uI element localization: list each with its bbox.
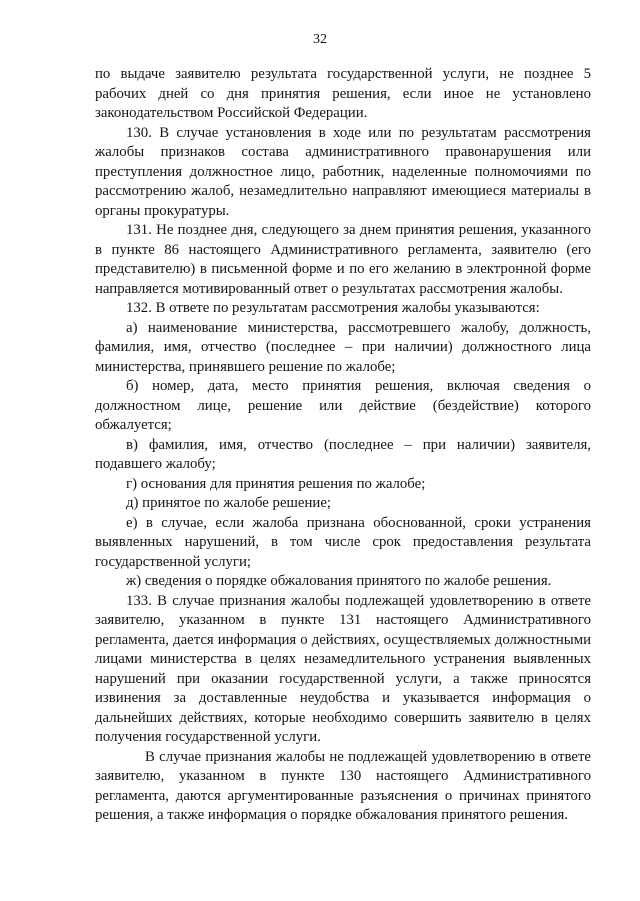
text-line: должностном лице, решение или действие (бездействие) которого <box>95 397 591 414</box>
text-line: в) фамилия, имя, отчество (последнее – при наличии) заявителя, <box>126 436 591 453</box>
text-line: рассмотрению жалоб, незамедлительно направляют имеющиеся материалы в <box>95 183 591 199</box>
document-body <box>95 65 591 826</box>
text-line: регламента, даются аргументированные разъяснения о причинах принятого <box>95 787 591 804</box>
text-line: а) наименование министерства, рассмотревшего жалобу, должность, <box>126 319 591 336</box>
text-line: направляется мотивированный ответ о результатах рассмотрения жалобы. <box>95 280 563 297</box>
list-item-a <box>95 319 591 378</box>
text-line: законодательством Российской Федерации. <box>95 105 368 121</box>
clause-132-paragraph <box>95 299 591 319</box>
text-line: обжалуется; <box>95 417 172 433</box>
text-line: решения, а также информация о порядке обжалования принятого решения. <box>95 807 569 823</box>
text-line: по выдаче заявителю результата государственной услуги, не позднее 5 <box>95 66 591 82</box>
text-line: министерства, принявшего решение по жалобе; <box>95 358 396 375</box>
text-line: 131. Не позднее дня, следующего за днем принятия решения, указанного <box>126 222 591 238</box>
text-line: В случае признания жалобы не подлежащей удовлетворению в ответе <box>145 748 591 765</box>
text-line: д) принятое по жалобе решение; <box>126 495 331 511</box>
list-item-v <box>95 436 591 475</box>
text-line: 132. В ответе по результатам рассмотрения жалобы указываются: <box>126 300 540 316</box>
text-line: получения государственной услуги. <box>95 729 321 745</box>
text-line: государственной услуги; <box>95 553 252 570</box>
rejection-paragraph <box>95 748 591 826</box>
list-item-g <box>95 475 591 495</box>
text-line: заявителю, указанном в пункте 131 настоящего Административного <box>95 612 591 628</box>
list-item-zh <box>95 572 591 592</box>
text-line: преступления должностное лицо, работник, наделенные полномочиями по <box>95 163 591 180</box>
text-line: подавшего жалобу; <box>95 456 216 472</box>
clause-131-paragraph <box>95 221 591 299</box>
text-line: б) номер, дата, место принятия решения, включая сведения о <box>126 378 591 394</box>
clause-130-paragraph <box>95 124 591 222</box>
text-line: рабочих дней со дня принятия решения, если иное не установлено <box>95 85 591 102</box>
list-item-e <box>95 514 591 573</box>
text-line: нарушений при оказании государственной услуги, а также приносятся <box>95 670 591 687</box>
page-number: 32 <box>313 32 327 47</box>
intro-paragraph <box>95 65 591 124</box>
text-line: выявленных нарушений, в том числе срок предоставления результата <box>95 534 591 550</box>
text-line: извинения за доставленные неудобства и указывается информация о <box>95 690 591 706</box>
text-line: ж) сведения о порядке обжалования принятого по жалобе решения. <box>126 573 552 589</box>
clause-133-paragraph <box>95 592 591 748</box>
text-line: в пункте 86 настоящего Административного регламента, заявителю (его <box>95 241 591 258</box>
text-line: органы прокуратуры. <box>95 202 230 219</box>
list-item-b <box>95 377 591 436</box>
list-item-d <box>95 494 591 514</box>
text-line: заявителю, указанном в пункте 130 настоящего Административного <box>95 768 591 784</box>
text-line: 133. В случае признания жалобы подлежащей удовлетворению в ответе <box>126 592 591 609</box>
text-line: е) в случае, если жалоба признана обоснованной, сроки устранения <box>126 514 591 531</box>
text-line: фамилия, имя, отчество (последнее – при наличии) должностного лица <box>95 339 591 355</box>
text-line: регламента, дается информация о действиях, осуществляемых должностными <box>95 631 591 648</box>
text-line: дальнейших действиях, которые необходимо совершить заявителю в целях <box>95 709 591 726</box>
text-line: 130. В случае установления в ходе или по результатам рассмотрения <box>126 124 591 141</box>
text-line: лицами министерства в целях незамедлительного устранения выявленных <box>95 651 591 667</box>
text-line: г) основания для принятия решения по жалобе; <box>126 475 426 492</box>
text-line: жалобы признаков состава административного правонарушения или <box>95 144 591 160</box>
text-line: представителю) в письменной форме и по его желанию в электронной форме <box>95 261 591 277</box>
